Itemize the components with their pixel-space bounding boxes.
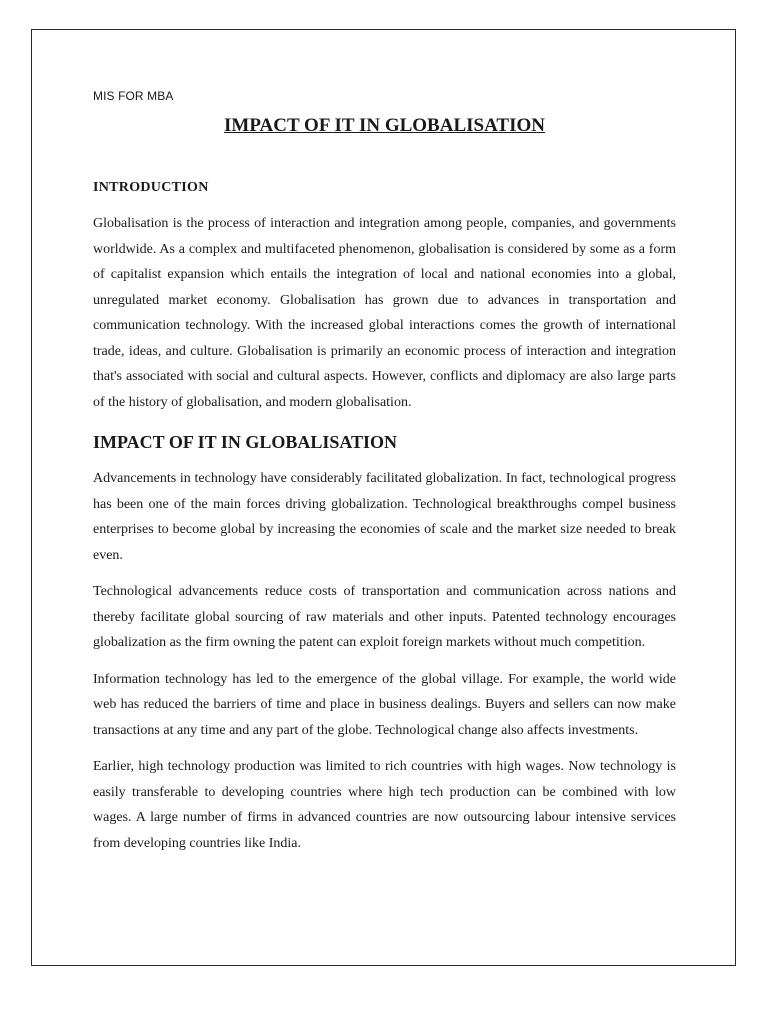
section-heading-introduction: INTRODUCTION	[93, 180, 209, 195]
paragraph: Technological advancements reduce costs of transportation and communication across nations and thereby facilitate global sourcing of raw materials and other inputs. Patented technology encourages globalization as the firm owning the patent can exploit foreign markets without much competition.	[93, 584, 676, 650]
document-title: IMPACT OF IT IN GLOBALISATION	[224, 115, 545, 136]
document-body	[93, 86, 676, 856]
paragraph: Earlier, high technology production was limited to rich countries with high wages. Now technology is easily transferable to developing countries where high tech production can be combined with low wages. A large number of firms in advanced countries are now outsourcing labour intensive services from developing countries like India.	[93, 759, 676, 851]
paragraph: Information technology has led to the emergence of the global village. For example, the world wide web has reduced the barriers of time and place in business dealings. Buyers and sellers can now make transactions at any time and any part of the globe. Technological change also affects investments.	[93, 671, 676, 738]
section-heading-impact: IMPACT OF IT IN GLOBALISATION	[93, 432, 398, 452]
header-label: MIS FOR MBA	[93, 89, 174, 103]
paragraph: Advancements in technology have considerably facilitated globalization. In fact, technological progress has been one of the main forces driving globalization. Technological breakthroughs compel business enterprises to become global by increasing the economies of scale and the market size needed to break even.	[93, 471, 676, 563]
paragraph: Globalisation is the process of interaction and integration among people, companies, and governments worldwide. As a complex and multifaceted phenomenon, globalisation is considered by some as a form of capitalist expansion which entails the integration of local and national economies into a global, unregulated market economy. Globalisation has grown due to advances in transportation and communication technology. With the increased global interactions comes the growth of international trade, ideas, and culture. Globalisation is primarily an economic process of interaction and integration that's associated with social and cultural aspects. However, conflicts and diplomacy are also large parts of the history of globalisation, and modern globalisation.	[93, 216, 676, 410]
